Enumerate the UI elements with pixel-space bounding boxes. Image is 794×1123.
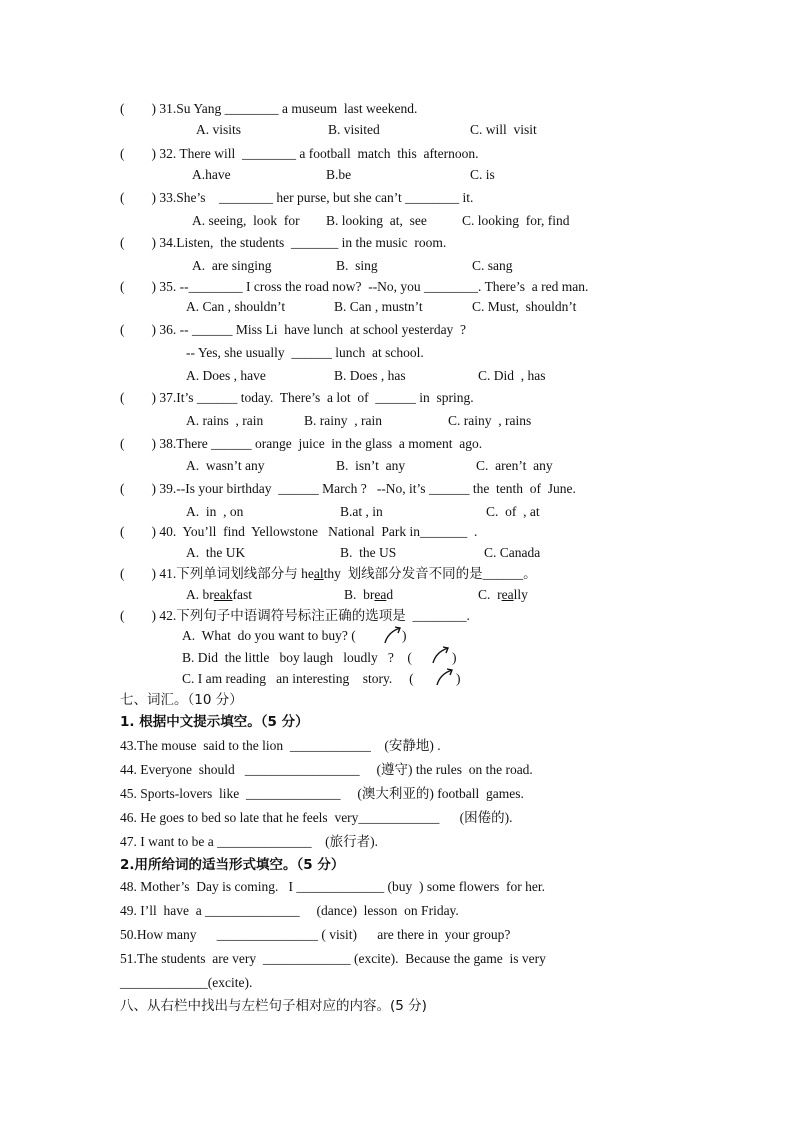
option-a: A. What do you want to buy? ( — [182, 628, 356, 643]
question-36: ( ) 36. -- ______ Miss Li have lunch at school yesterday ? — [120, 322, 467, 337]
option-c: C. of , at — [486, 504, 540, 519]
option-c: C. I am reading an interesting story. ( — [182, 671, 414, 686]
option-b: B. isn’t any — [336, 458, 406, 473]
fill-46: 46. He goes to bed so late that he feels very____________ (困倦的). — [120, 810, 513, 825]
option-c: C. looking for, find — [462, 213, 570, 228]
bracket-close: ) — [402, 628, 407, 643]
option-c: C. Must, shouldn’t — [472, 299, 577, 314]
rising-intonation-icon — [430, 644, 452, 666]
option-c: C. really — [478, 587, 528, 602]
section-8-title: 八、从右栏中找出与左栏句子相对应的内容。(5 分) — [120, 998, 427, 1014]
question-37: ( ) 37.It’s ______ today. There’s a lot of ______ in spring. — [120, 390, 474, 405]
option-a: A. in , on — [186, 504, 244, 519]
question-39: ( ) 39.--Is your birthday ______ March ? --No, it’s ______ the tenth of June. — [120, 481, 576, 496]
fill-49: 49. I’ll have a ______________ (dance) lesson on Friday. — [120, 903, 459, 918]
option-b: B. Did the little boy laugh loudly ? ( — [182, 650, 412, 665]
rising-intonation-icon — [382, 624, 404, 646]
section-7-title: 七、词汇。（10 分） — [120, 692, 243, 708]
option-b: B. the US — [340, 545, 397, 560]
option-c: C. sang — [472, 258, 513, 273]
option-b: B. looking at, see — [326, 213, 427, 228]
option-a: A. rains , rain — [186, 413, 264, 428]
option-c: C. Did , has — [478, 368, 546, 383]
fill-44: 44. Everyone should _________________ (遵守) the rules on the road. — [120, 762, 533, 777]
question-41: ( ) 41.下列单词划线部分与 healthy 划线部分发音不同的是______。 — [120, 566, 537, 581]
question-42: ( ) 42.下列句子中语调符号标注正确的选项是 ________. — [120, 608, 470, 623]
question-36-reply: -- Yes, she usually ______ lunch at school. — [186, 345, 424, 360]
option-a: A. seeing, look for — [192, 213, 300, 228]
bracket-close: ) — [452, 650, 457, 665]
option-b: B. Does , has — [334, 368, 406, 383]
option-b: B.at , in — [340, 504, 383, 519]
option-a: A. breakfast — [186, 587, 252, 602]
option-c: C. Canada — [484, 545, 541, 560]
question-32: ( ) 32. There will ________ a football match this afternoon. — [120, 146, 479, 161]
rising-intonation-icon — [434, 666, 456, 688]
option-b: B. rainy , rain — [304, 413, 382, 428]
question-40: ( ) 40. You’ll find Yellowstone National Park in_______ . — [120, 524, 478, 539]
section-7-part-2: 2.用所给词的适当形式填空。（5 分） — [120, 857, 345, 873]
option-b: B. bread — [344, 587, 394, 602]
option-b: B. visited — [328, 122, 380, 137]
option-b: B.be — [326, 167, 352, 182]
option-a: A. Can , shouldn’t — [186, 299, 286, 314]
option-b: B. sing — [336, 258, 378, 273]
fill-50: 50.How many _______________ ( visit) are there in your group? — [120, 927, 511, 942]
fill-51: 51.The students are very _____________ (excite). Because the game is very — [120, 951, 546, 966]
option-a: A. Does , have — [186, 368, 266, 383]
option-c: C. rainy , rains — [448, 413, 532, 428]
option-c: C. is — [470, 167, 495, 182]
question-34: ( ) 34.Listen, the students _______ in the music room. — [120, 235, 447, 250]
question-33: ( ) 33.She’s ________ her purse, but she can’t ________ it. — [120, 190, 474, 205]
option-a: A. the UK — [186, 545, 246, 560]
fill-43: 43.The mouse said to the lion ____________ (安静地) . — [120, 738, 441, 753]
bracket-close: ) — [456, 671, 461, 686]
underlined-letters: al — [313, 566, 324, 581]
question-31: ( ) 31.Su Yang ________ a museum last weekend. — [120, 101, 418, 116]
option-a: A. are singing — [192, 258, 272, 273]
fill-45: 45. Sports-lovers like ______________ (澳大利亚的) football games. — [120, 786, 524, 801]
fill-51-continued: _____________(excite). — [120, 975, 253, 990]
option-b: B. Can , mustn’t — [334, 299, 423, 314]
option-c: C. aren’t any — [476, 458, 553, 473]
section-7-part-1: 1. 根据中文提示填空。（5 分） — [120, 714, 309, 730]
option-a: A. wasn’t any — [186, 458, 265, 473]
option-a: A. visits — [196, 122, 242, 137]
fill-48: 48. Mother’s Day is coming. I _____________ (buy ) some flowers for her. — [120, 879, 545, 894]
option-c: C. will visit — [470, 122, 537, 137]
question-35: ( ) 35. --________ I cross the road now? --No, you ________. There’s a red man. — [120, 279, 589, 294]
fill-47: 47. I want to be a ______________ (旅行者). — [120, 834, 378, 849]
option-a: A.have — [192, 167, 231, 182]
question-38: ( ) 38.There ______ orange juice in the glass a moment ago. — [120, 436, 483, 451]
